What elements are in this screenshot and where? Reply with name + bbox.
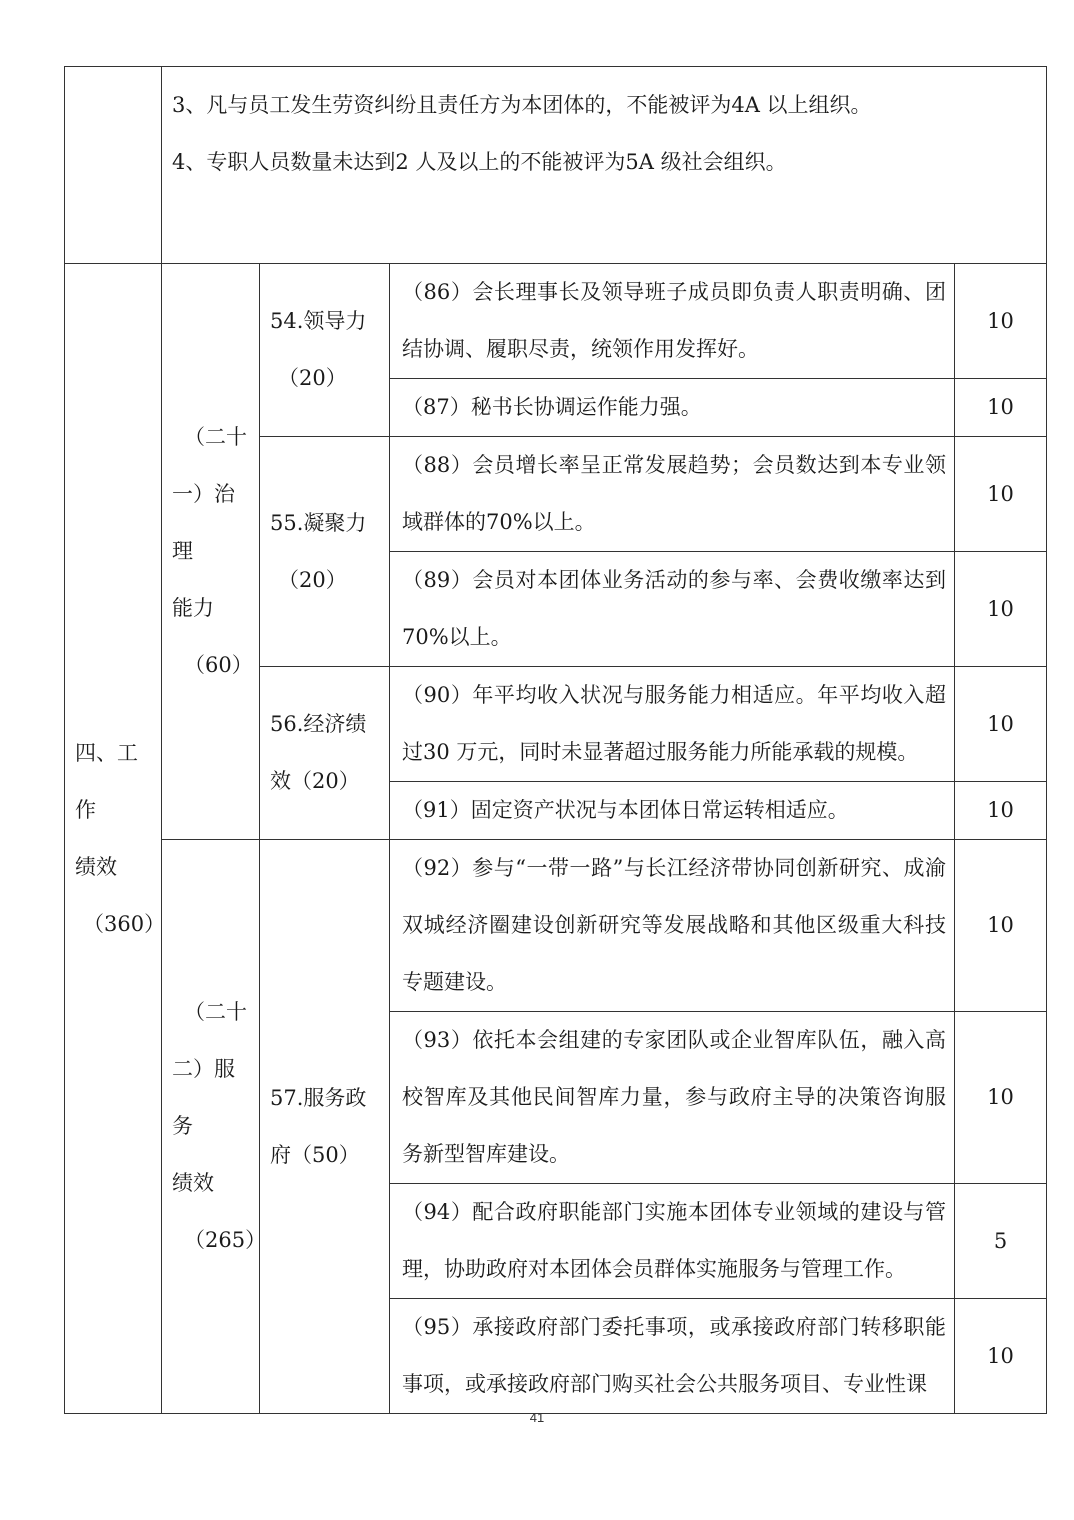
subcategory-score: （60） bbox=[184, 653, 253, 677]
indicator-line: 54.领导力 bbox=[270, 309, 367, 333]
standard-cell: （93）依托本会组建的专家团队或企业智库队伍，融入高校智库及其他民间智库力量，参与政府主导的决策咨询服务新型智库建设。 bbox=[390, 1012, 955, 1184]
standard-cell: （89）会员对本团体业务活动的参与率、会费收缴率达到70%以上。 bbox=[390, 552, 955, 667]
standard-cell: （92）参与“一带一路”与长江经济带协同创新研究、成渝双城经济圈建设创新研究等发展战略和其他区级重大科技专题建设。 bbox=[390, 840, 955, 1012]
notes-table bbox=[64, 66, 1047, 264]
indicator-cell bbox=[260, 437, 390, 667]
indicator-cell bbox=[260, 840, 390, 1414]
note-line: 3、凡与员工发生劳资纠纷且责任方为本团体的，不能被评为4A 以上组织。 bbox=[172, 93, 872, 117]
notes-cell bbox=[162, 67, 1047, 264]
notes-left-cell bbox=[65, 67, 162, 264]
evaluation-table bbox=[64, 263, 1047, 1414]
indicator-cell bbox=[260, 264, 390, 437]
standard-cell: （91）固定资产状况与本团体日常运转相适应。 bbox=[390, 782, 955, 840]
score-cell: 10 bbox=[955, 667, 1047, 782]
standard-cell: （88）会员增长率呈正常发展趋势；会员数达到本专业领域群体的70%以上。 bbox=[390, 437, 955, 552]
score-cell: 10 bbox=[955, 1012, 1047, 1184]
subcategory-line: 能力 bbox=[172, 596, 214, 620]
score-cell: 10 bbox=[955, 1299, 1047, 1414]
score-cell: 5 bbox=[955, 1184, 1047, 1299]
subcategory-line: （二十 bbox=[184, 425, 247, 449]
subcategory-cell bbox=[162, 840, 267, 1414]
score-cell: 10 bbox=[955, 782, 1047, 840]
subcategory-line: 绩效 bbox=[172, 1171, 214, 1195]
subcategory-cell bbox=[162, 264, 260, 840]
subcategory-line: （二十 bbox=[184, 1000, 247, 1024]
score-cell: 10 bbox=[955, 264, 1047, 379]
indicator-score: （20） bbox=[278, 567, 347, 592]
category-name-line: 四、工作 bbox=[75, 740, 138, 822]
subcategory-line: 二）服务 bbox=[172, 1057, 235, 1138]
indicator-line: 55.凝聚力 bbox=[270, 510, 367, 535]
note-line: 4、专职人员数量未达到2 人及以上的不能被评为5A 级社会组织。 bbox=[172, 150, 787, 174]
subcategory-score: （265） bbox=[184, 1228, 267, 1252]
indicator-cell bbox=[260, 667, 390, 840]
score-cell: 10 bbox=[955, 552, 1047, 667]
indicator-line: 56.经济绩 bbox=[270, 712, 367, 736]
indicator-line: 府（50） bbox=[270, 1142, 360, 1167]
standard-cell: （86）会长理事长及领导班子成员即负责人职责明确、团结协调、履职尽责，统领作用发挥好。 bbox=[390, 264, 955, 379]
standard-cell: （87）秘书长协调运作能力强。 bbox=[390, 379, 955, 437]
category-score: （360） bbox=[83, 911, 166, 936]
subcategory-line: 一）治理 bbox=[172, 482, 235, 563]
category-cell bbox=[65, 264, 166, 1414]
score-cell: 10 bbox=[955, 840, 1047, 1012]
indicator-line: 57.服务政 bbox=[270, 1085, 367, 1110]
standard-cell: （95）承接政府部门委托事项，或承接政府部门转移职能事项，或承接政府部门购买社会公共服务项目、专业性课 bbox=[390, 1299, 955, 1414]
score-cell: 10 bbox=[955, 437, 1047, 552]
page-number: 41 bbox=[529, 1410, 545, 1425]
standard-cell: （94）配合政府职能部门实施本团体专业领域的建设与管理，协助政府对本团体会员群体实施服务与管理工作。 bbox=[390, 1184, 955, 1299]
category-name-line: 绩效 bbox=[75, 854, 117, 879]
indicator-line: 效（20） bbox=[270, 769, 360, 793]
score-cell: 10 bbox=[955, 379, 1047, 437]
indicator-score: （20） bbox=[278, 366, 347, 390]
standard-cell: （90）年平均收入状况与服务能力相适应。年平均收入超过30 万元，同时未显著超过服务能力所能承载的规模。 bbox=[390, 667, 955, 782]
